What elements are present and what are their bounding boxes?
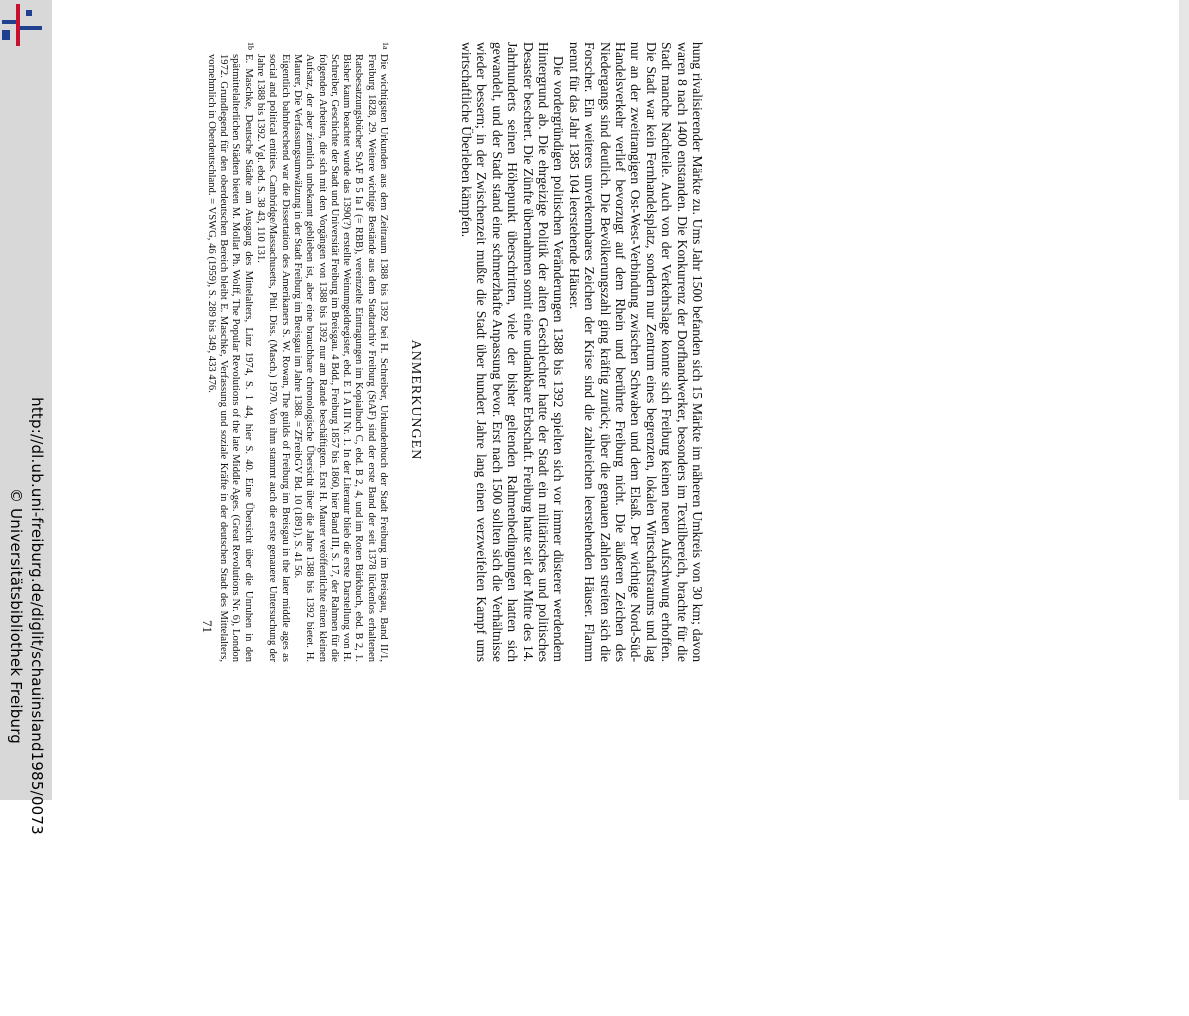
page-number: 71	[200, 620, 215, 633]
page-edge	[1179, 0, 1189, 800]
body-text	[459, 42, 706, 662]
notes-heading: ANMERKUNGEN	[408, 339, 423, 461]
copyright-notice: © Universitätsbibliothek Freiburg	[7, 487, 25, 745]
footnote	[291, 42, 389, 662]
footnote-text: Die wichtigsten Urkunden aus dem Zeitraum 1388 bis 1392 bei H. Schreiber, Urkundenbuch der Stadt Freiburg im Breisgau, Band II/1, Freiburg 1828, 29. Weitere wichtige Bestände aus dem Stadtarchiv Freiburg (StAF) sind der erste Band der seit 1378 lückenlos erhaltenen Ratsbesatzungsbücher StAF B 5 Ia I (= RBB), vereinzelte Eintragungen im Kopialbuch C, ebd. B 2, 4, und im Roten Bürkbuch, ebd. B 2, 1. Bisher kaum beachtet wurde das 1390(?) erstellte Weinumgeldregister, ebd. E 1 A III Nr. 1. In der Literatur blieb die erste Darstellung von H. Schreiber, Geschichte der Stadt und Universität Freiburg im Breisgau. 4 Bdd., Freiburg 1857 bis 1860, hier Band III, S. 17, der Rahmen für die folgenden Arbeiten, die sich mit den Vorgängen von 1388 bis 1392 nur am Rande beschäftigten. Erst H. Maurer veröffentlichte einen kleinen Aufsatz, der aber ziemlich unbekannt geblieben ist, aber eine brauchbare chronologische Übersicht über die Jahre 1388 bis 1392 bietet. H. Maurer, Die Verfassungsumwälzung in der Stadt Freiburg im Breisgau im Jahre 1388. = ZFreibGV Bd. 10 (1891), S. 41 56.	[291, 54, 389, 662]
footnote	[205, 42, 254, 662]
library-logo-icon	[0, 0, 46, 50]
body-paragraph: Die vordergründigen politischen Veränderungen 1388 bis 1392 spielten sich vor immer düsterer werdendem Hintergrund ab. Die ehrgeizige Politik der alten Geschlechter hatte der Stadt ein militärisches und politisches Desaster beschert. Die Zünfte übernahmen somit eine undankbare Erbschaft. Freiburg hatte seit der Mitte des 14. Jahrhunderts seinen Höhepunkt überschritten, viele der bisher geltenden Rahmenbedingungen hatten sich gewandelt, und der Stadt stand eine schmerzhafte Anpassung bevor. Erst nach 1500 sollten sich die Verhältnisse wieder bessern; in der Zwischenzeit mußte die Stadt über hundert Jahre lang einen verzweifelten Kampf ums wirtschaftliche Überleben kämpfen.	[458, 42, 567, 662]
footnote	[254, 42, 291, 662]
body-paragraph: hung rivalisierender Märkte zu. Ums Jahr 1500 befanden sich 15 Märkte im näheren Umkreis von 30 km; davon waren 8 nach 1400 entstanden. Die Konkurrenz der Dorfhandwerker, besonders im Textilbereich, brachte für die Stadt manche Nachteile. Auch von der Verkehrslage konnte sich Freiburg keinen neuen Aufschwung erhoffen. Die Stadt war kein Fernhandelsplatz, sondern nur Zentrum eines begrenzten, lokalen Wirtschaftsraums und lag nur an der zweitrangigen Ost-West-Verbindung zwischen Schwaben und dem Elsaß. Der wichtige Nord-Süd-Handelsverkehr verlief bevorzugt auf dem Rhein und berührte Freiburg nicht. Die äußeren Zeichen des Niedergangs sind deutlich. Die Bevölkerungszahl ging kräftig zurück; über die genauen Zahlen streiten sich die Forscher. Ein weiteres unverkennbares Zeichen der Krise sind die zahlreichen leerstehenden Häuser. Flamm nennt für das Jahr 1385 104 leerstehende Häuser.	[566, 42, 705, 662]
footnote-marker: 1b	[245, 42, 255, 50]
footnotes	[205, 42, 389, 662]
footnote-marker: 1a	[381, 42, 390, 50]
document-page	[185, 20, 705, 780]
footnote-text: E. Maschke, Deutsche Städte am Ausgang des Mittelalters, Linz 1974, S. 1 44, hier S. 40. Eine Übersicht über die Unruhen in den spätmittelalterlichen Städten bieten M. Mollat Ph. Wolff, The Popular Revolutions of the late Middle Ages. (Great Revolutions Nr. 6), London 1972. Grundlegend für den oberdeutschen Bereich bleibt E. Maschke, Verfassung und soziale Kräfte in der deutschen Stadt des Mittelalters, vornehmlich in Oberdeutschland. = VSWG, 46 (1959), S. 289 bis 349, 433 476.	[205, 54, 254, 662]
source-url[interactable]: http://dl.ub.uni-freiburg.de/diglit/schauinsland1985/0073	[28, 397, 46, 835]
footnote-text: Eigentlich bahnbrechend war die Dissertation des Amerikaners S. W. Rowan, The guilds of Freiburg im Breisgau in the later middle ages as social and political entities. Cambridge/Massachusetts, Phil. Diss. (Masch.) 1970. Von ihm stammt auch die erste genauere Untersuchung der Jahre 1388 bis 1392. Vgl. ebd. S. 38 43, 110 131.	[255, 54, 291, 662]
sidebar-text	[0, 216, 52, 1016]
sidebar	[0, 0, 52, 835]
